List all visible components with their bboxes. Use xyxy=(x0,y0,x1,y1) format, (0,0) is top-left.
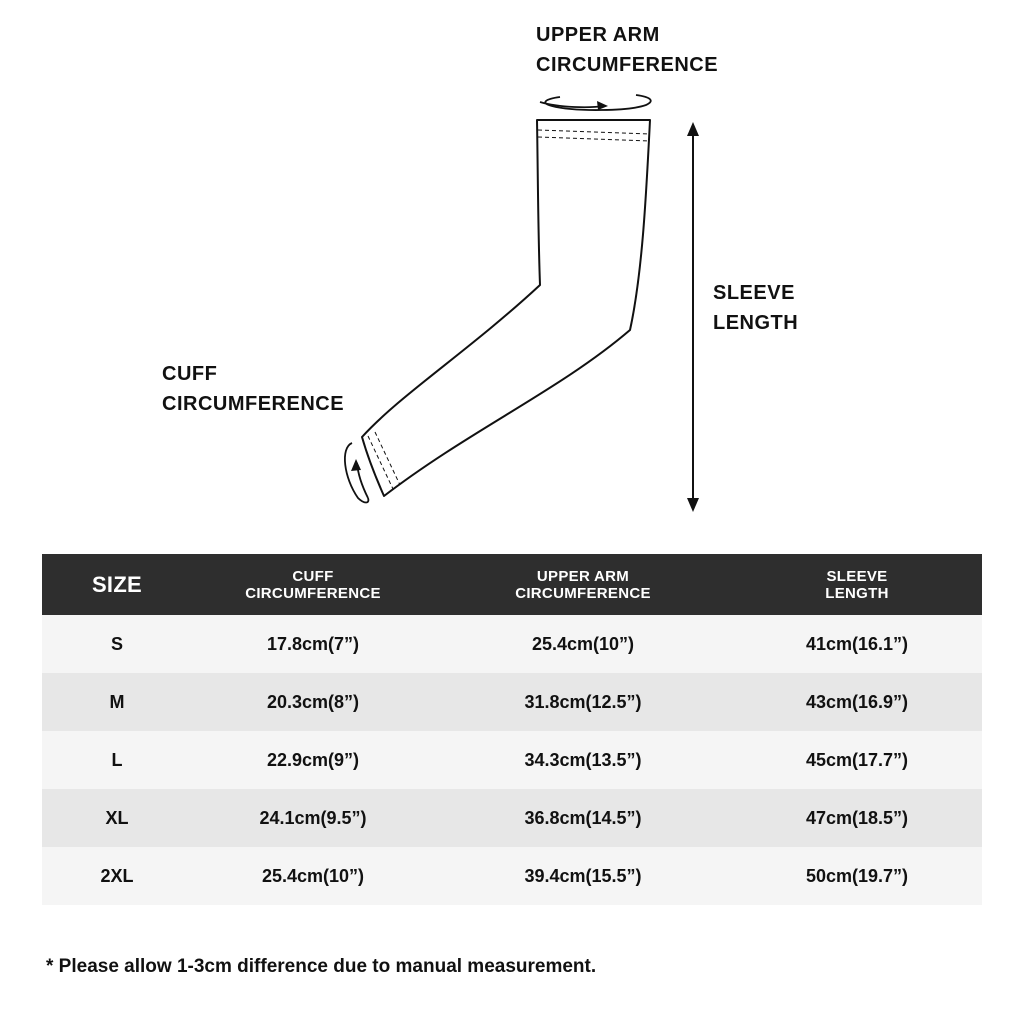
cuff-cell: 20.3cm(8”) xyxy=(192,673,434,731)
sleeve-length-label: SLEEVE LENGTH xyxy=(713,282,799,334)
sleeve-length-cell: 43cm(16.9”) xyxy=(732,673,982,731)
cuff-circumference-label: CUFF CIRCUMFERENCE xyxy=(162,363,345,415)
header-upper-arm-circumference: UPPER ARM CIRCUMFERENCE xyxy=(434,554,732,615)
size-chart-table xyxy=(42,554,982,905)
sleeve-outline xyxy=(362,120,650,496)
cuff-circumference-arrow xyxy=(345,443,368,503)
upper-arm-cell: 36.8cm(14.5”) xyxy=(434,789,732,847)
table-row xyxy=(42,847,982,905)
upper-arm-circumference-arrow xyxy=(540,95,651,110)
table-row xyxy=(42,615,982,673)
upper-arm-cell: 34.3cm(13.5”) xyxy=(434,731,732,789)
upper-arm-circumference-label: UPPER ARM CIRCUMFERENCE xyxy=(536,24,719,76)
table-header-row xyxy=(42,554,982,615)
size-cell: S xyxy=(42,615,192,673)
size-cell: L xyxy=(42,731,192,789)
header-size: SIZE xyxy=(42,554,192,615)
sleeve-length-cell: 45cm(17.7”) xyxy=(732,731,982,789)
sleeve-length-cell: 47cm(18.5”) xyxy=(732,789,982,847)
cuff-cell: 24.1cm(9.5”) xyxy=(192,789,434,847)
header-cuff-circumference: CUFF CIRCUMFERENCE xyxy=(192,554,434,615)
upper-arm-cell: 25.4cm(10”) xyxy=(434,615,732,673)
cuff-cell: 22.9cm(9”) xyxy=(192,731,434,789)
table-row xyxy=(42,673,982,731)
cuff-cell: 17.8cm(7”) xyxy=(192,615,434,673)
sleeve-length-cell: 41cm(16.1”) xyxy=(732,615,982,673)
size-cell: M xyxy=(42,673,192,731)
table-row xyxy=(42,731,982,789)
header-sleeve-length: SLEEVE LENGTH xyxy=(732,554,982,615)
cuff-cell: 25.4cm(10”) xyxy=(192,847,434,905)
upper-arm-cell: 39.4cm(15.5”) xyxy=(434,847,732,905)
size-cell: 2XL xyxy=(42,847,192,905)
upper-arm-cell: 31.8cm(12.5”) xyxy=(434,673,732,731)
sleeve-length-arrow xyxy=(687,122,699,512)
measurement-note: * Please allow 1-3cm difference due to manual measurement. xyxy=(46,956,597,977)
sleeve-length-cell: 50cm(19.7”) xyxy=(732,847,982,905)
table-row xyxy=(42,789,982,847)
size-cell: XL xyxy=(42,789,192,847)
